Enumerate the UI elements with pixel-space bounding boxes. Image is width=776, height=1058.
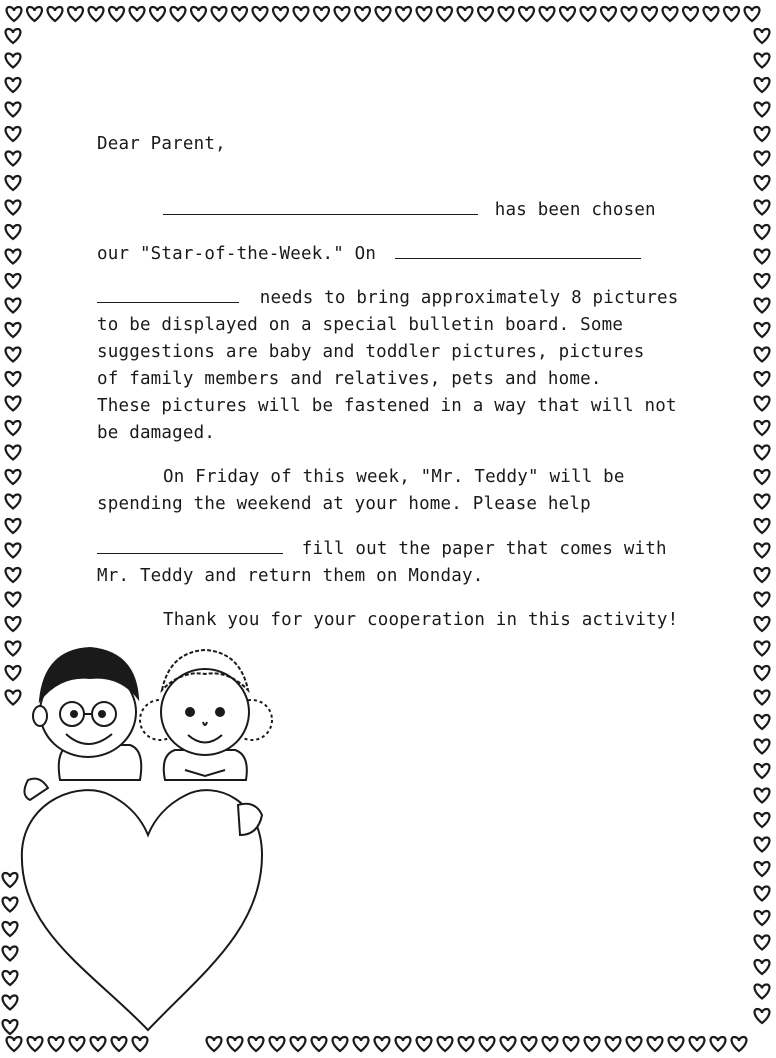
border-heart-icon — [499, 7, 514, 21]
border-heart-icon — [6, 568, 21, 582]
border-heart-icon — [6, 397, 21, 411]
border-heart-icon — [755, 715, 770, 729]
border-heart-icon — [560, 7, 575, 21]
border-heart-icon — [540, 7, 555, 21]
border-heart-icon — [6, 78, 21, 92]
border-heart-icon — [89, 7, 104, 21]
border-heart-icon — [755, 642, 770, 656]
border-heart-icon — [6, 176, 21, 190]
border-heart-icon — [755, 1009, 770, 1023]
border-heart-icon — [755, 789, 770, 803]
border-heart-icon — [755, 838, 770, 852]
border-heart-icon — [501, 1037, 516, 1051]
border-heart-icon — [6, 127, 21, 141]
border-heart-icon — [663, 7, 678, 21]
border-heart-icon — [6, 250, 21, 264]
border-heart-icon — [6, 299, 21, 313]
border-heart-icon — [417, 1037, 432, 1051]
border-heart-icon — [294, 7, 309, 21]
border-heart-icon — [755, 813, 770, 827]
border-heart-icon — [355, 7, 370, 21]
boy-figure — [33, 648, 141, 780]
border-heart-icon — [6, 225, 21, 239]
border-heart-icon — [564, 1037, 579, 1051]
border-heart-icon — [6, 495, 21, 509]
big-heart — [22, 790, 262, 1030]
border-heart-icon — [581, 7, 596, 21]
border-heart-icon — [171, 7, 186, 21]
border-heart-icon — [6, 446, 21, 460]
kids-with-heart-illustration — [0, 630, 300, 1050]
border-heart-icon — [27, 7, 42, 21]
chosen-text: has been chosen — [494, 200, 656, 220]
border-heart-icon — [6, 274, 21, 288]
border-heart-icon — [755, 887, 770, 901]
fill-text: fill out the paper that comes with — [301, 539, 667, 559]
border-heart-icon — [755, 152, 770, 166]
border-heart-icon — [755, 470, 770, 484]
border-heart-icon — [6, 421, 21, 435]
border-heart-icon — [724, 7, 739, 21]
border-heart-icon — [6, 593, 21, 607]
border-heart-icon — [6, 54, 21, 68]
border-heart-icon — [601, 7, 616, 21]
border-heart-icon — [642, 7, 657, 21]
body-line: be damaged. — [97, 423, 216, 443]
border-heart-icon — [522, 1037, 537, 1051]
border-heart-icon — [478, 7, 493, 21]
border-heart-icon — [6, 372, 21, 386]
border-heart-icon — [68, 7, 83, 21]
border-heart-icon — [755, 617, 770, 631]
border-heart-icon — [755, 225, 770, 239]
border-heart-icon — [459, 1037, 474, 1051]
needs-line — [97, 288, 678, 308]
border-heart-icon — [212, 7, 227, 21]
border-heart-icon — [6, 544, 21, 558]
border-heart-icon — [543, 1037, 558, 1051]
border-heart-icon — [755, 691, 770, 705]
girl-figure — [140, 650, 272, 780]
border-heart-icon — [755, 78, 770, 92]
border-heart-icon — [627, 1037, 642, 1051]
border-heart-icon — [6, 152, 21, 166]
student-name-blank[interactable] — [163, 200, 478, 215]
salutation: Dear Parent, — [97, 134, 226, 154]
border-heart-icon — [755, 201, 770, 215]
border-heart-icon — [396, 1037, 411, 1051]
body-line: suggestions are baby and toddler pictures, pictures — [97, 342, 645, 362]
border-heart-icon — [755, 544, 770, 558]
border-heart-icon — [273, 7, 288, 21]
border-heart-icon — [755, 740, 770, 754]
border-heart-icon — [755, 421, 770, 435]
border-heart-icon — [622, 7, 637, 21]
border-heart-icon — [519, 7, 534, 21]
border-heart-icon — [314, 7, 329, 21]
border-heart-icon — [755, 397, 770, 411]
border-heart-icon — [755, 29, 770, 43]
body-line: of family members and relatives, pets and home. — [97, 369, 602, 389]
border-heart-icon — [755, 127, 770, 141]
fill-line — [97, 539, 667, 559]
border-heart-icon — [312, 1037, 327, 1051]
chosen-line — [163, 200, 656, 220]
border-heart-icon — [669, 1037, 684, 1051]
border-heart-icon — [704, 7, 719, 21]
border-heart-icon — [755, 862, 770, 876]
border-heart-icon — [755, 372, 770, 386]
border-heart-icon — [755, 936, 770, 950]
border-heart-icon — [7, 7, 22, 21]
border-heart-icon — [755, 446, 770, 460]
border-heart-icon — [6, 323, 21, 337]
border-heart-icon — [755, 764, 770, 778]
border-heart-icon — [648, 1037, 663, 1051]
border-heart-icon — [6, 201, 21, 215]
border-heart-icon — [755, 274, 770, 288]
body-line: to be displayed on a special bulletin board. Some — [97, 315, 624, 335]
border-heart-icon — [732, 1037, 747, 1051]
friday-line: On Friday of this week, "Mr. Teddy" will be — [163, 467, 625, 487]
border-heart-icon — [335, 7, 350, 21]
date-blank[interactable] — [395, 244, 641, 259]
border-heart-icon — [755, 568, 770, 582]
border-heart-icon — [48, 7, 63, 21]
border-heart-icon — [755, 495, 770, 509]
border-heart-icon — [333, 1037, 348, 1051]
border-heart-icon — [150, 7, 165, 21]
border-heart-icon — [130, 7, 145, 21]
star-text: our "Star-of-the-Week." On — [97, 244, 377, 264]
border-heart-icon — [376, 7, 391, 21]
needs-text: needs to bring approximately 8 pictures — [259, 288, 679, 308]
border-heart-icon — [755, 250, 770, 264]
helper-name-blank[interactable] — [97, 539, 283, 554]
border-heart-icon — [755, 911, 770, 925]
border-heart-icon — [6, 617, 21, 631]
star-line — [97, 244, 641, 264]
border-heart-icon — [585, 1037, 600, 1051]
thanks-line: Thank you for your cooperation in this activity! — [163, 610, 679, 630]
return-line: Mr. Teddy and return them on Monday. — [97, 566, 484, 586]
border-heart-icon — [755, 103, 770, 117]
border-heart-icon — [6, 470, 21, 484]
border-heart-icon — [191, 7, 206, 21]
boy-hand — [24, 779, 48, 800]
border-heart-icon — [755, 299, 770, 313]
border-heart-icon — [755, 960, 770, 974]
border-heart-icon — [745, 7, 760, 21]
border-heart-icon — [109, 7, 124, 21]
border-heart-icon — [232, 7, 247, 21]
border-heart-icon — [438, 1037, 453, 1051]
border-heart-icon — [755, 985, 770, 999]
border-heart-icon — [606, 1037, 621, 1051]
border-heart-icon — [755, 348, 770, 362]
border-heart-icon — [6, 103, 21, 117]
border-heart-icon — [354, 1037, 369, 1051]
border-heart-icon — [6, 348, 21, 362]
help-line: spending the weekend at your home. Please help — [97, 494, 591, 514]
border-heart-icon — [755, 666, 770, 680]
body-line: These pictures will be fastened in a way that will not — [97, 396, 677, 416]
border-heart-icon — [480, 1037, 495, 1051]
border-heart-icon — [755, 593, 770, 607]
border-heart-icon — [396, 7, 411, 21]
border-heart-icon — [690, 1037, 705, 1051]
border-heart-icon — [253, 7, 268, 21]
border-heart-icon — [6, 519, 21, 533]
child-name-blank[interactable] — [97, 288, 239, 303]
border-heart-icon — [6, 29, 21, 43]
border-heart-icon — [437, 7, 452, 21]
border-heart-icon — [458, 7, 473, 21]
border-heart-icon — [417, 7, 432, 21]
border-heart-icon — [755, 519, 770, 533]
border-heart-icon — [755, 323, 770, 337]
border-heart-icon — [755, 54, 770, 68]
border-heart-icon — [755, 176, 770, 190]
border-heart-icon — [711, 1037, 726, 1051]
border-heart-icon — [375, 1037, 390, 1051]
border-heart-icon — [683, 7, 698, 21]
